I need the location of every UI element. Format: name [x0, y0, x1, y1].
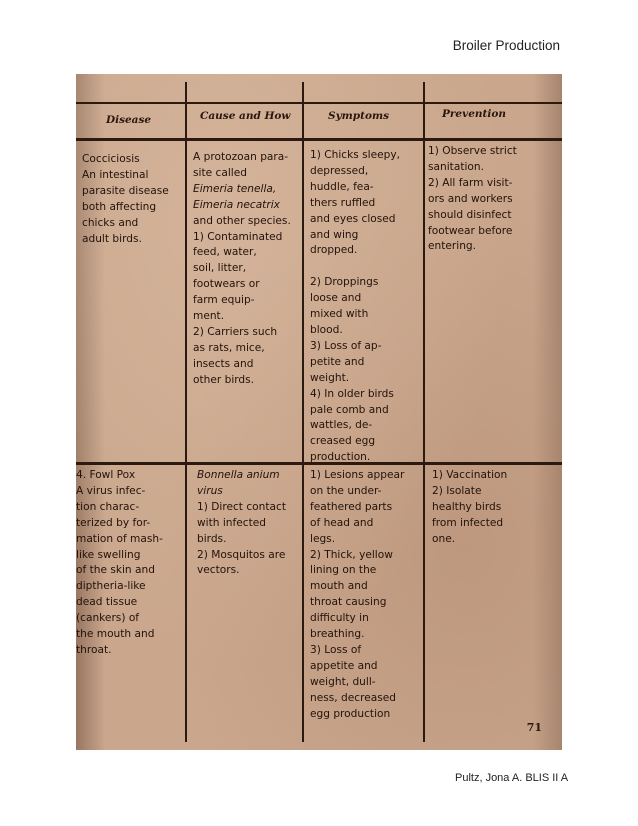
- column-header-prevention: Prevention: [442, 108, 506, 120]
- page-footer: Pultz, Jona A. BLIS II A: [455, 772, 569, 784]
- column-rule-1: [185, 82, 187, 742]
- column-rule-2: [302, 82, 304, 742]
- row-2-symptoms: 1) Lesions appear on the under- feathered parts of head and legs. 2) Thick, yellow lining on the mouth and throat causing difficulty in breathing. 3) Loss of appetite and weight, dull- ness, decreased egg production: [310, 469, 405, 720]
- page-number: 71: [526, 721, 542, 734]
- column-header-symptoms: Symptoms: [328, 110, 390, 122]
- row-1-symptoms: 1) Chicks sleepy, depressed, huddle, fea- thers ruffled and eyes closed and wing dropped. 2) Droppings loose and mixed with blood. 3) Loss of ap- petite and weight. 4) In older birds pale comb and wattles, de- creased egg production.: [310, 149, 401, 464]
- row-1-prevention: 1) Observe strict sanitation. 2) All farm visit- ors and workers should disinfect footwear before entering.: [428, 145, 517, 253]
- column-rule-3: [423, 82, 425, 742]
- column-header-cause: Cause and How: [200, 110, 291, 122]
- header-top-rule: [76, 102, 562, 104]
- row-2-disease: 4. Fowl Pox A virus infec- tion charac- terized by for- mation of mash- like swelling of the skin and diptheria-like dead tissue (cankers) of the mouth and throat.: [76, 469, 163, 656]
- row-1-cause: A protozoan para- site called Eimeria tenella, Eimeria necatrix and other species. 1) Contaminated feed, water, soil, litter, footwears or farm equip- ment. 2) Carriers such as rats, mice, insects and other birds.: [193, 151, 291, 386]
- scanned-page: [76, 74, 562, 750]
- row-2-prevention: 1) Vaccination 2) Isolate healthy birds from infected one.: [432, 469, 508, 545]
- row-2-cause: Bonnella anium virus 1) Direct contact with infected birds. 2) Mosquitos are vectors.: [197, 469, 286, 577]
- column-header-disease: Disease: [106, 114, 152, 126]
- row-1-disease: Cocciciosis An intestinal parasite disease both affecting chicks and adult birds.: [82, 153, 169, 245]
- header-bottom-rule: [76, 138, 562, 141]
- page-header: Broiler Production: [452, 38, 560, 53]
